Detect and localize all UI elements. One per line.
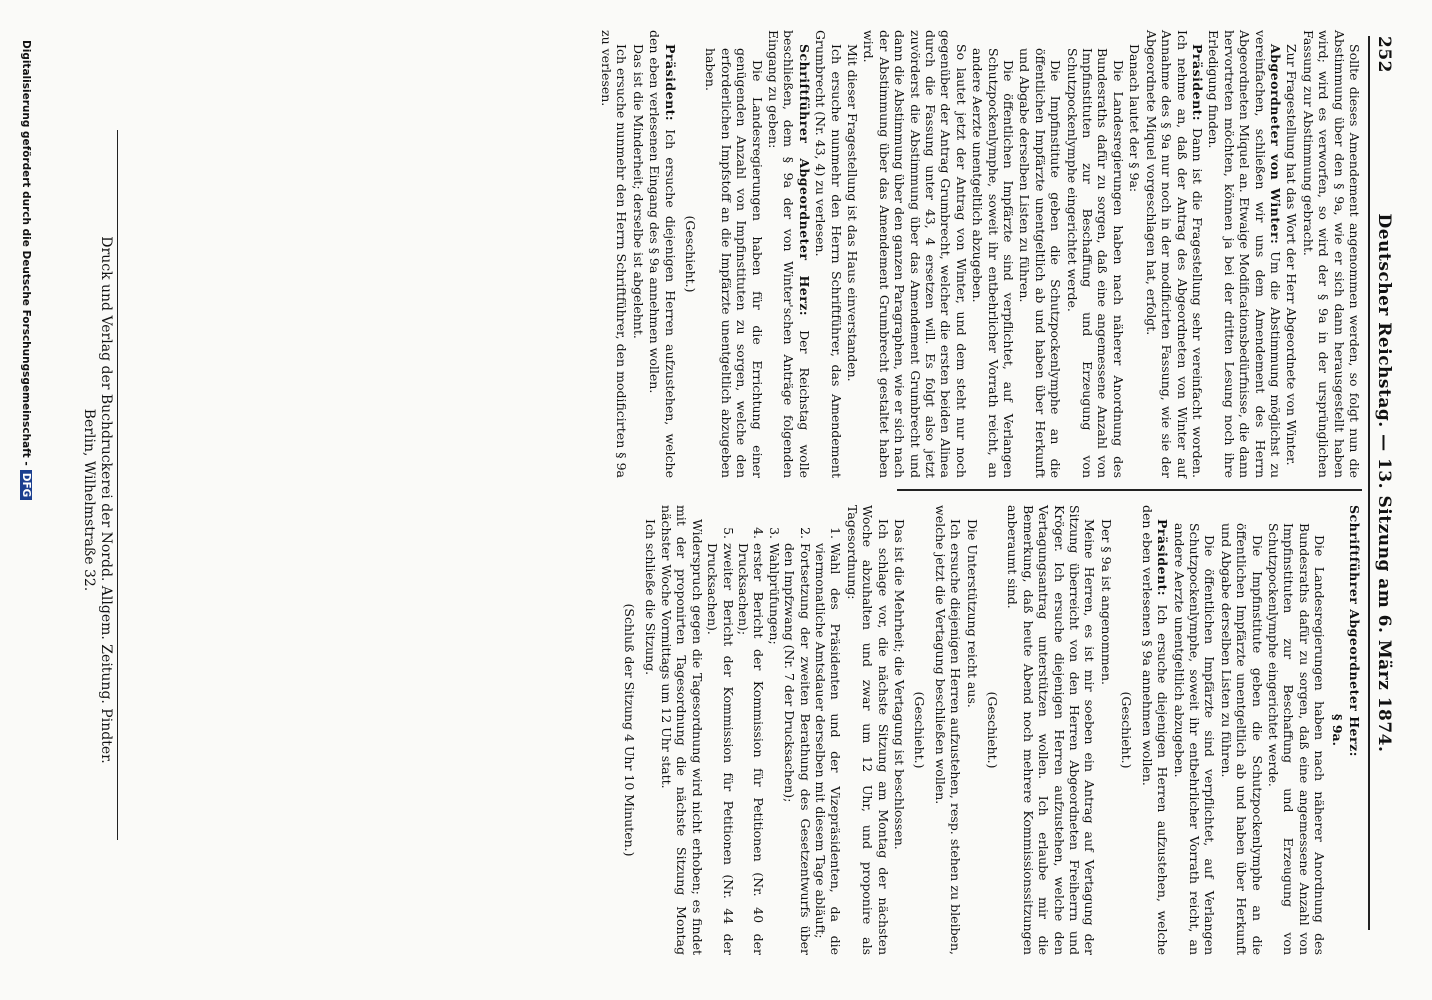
paragraph: Das ist die Minderheit; derselbe ist abgelehnt.: [630, 44, 646, 339]
quoted-paragraph: Die Landesregierungen haben für die Errichtung einer genügenden Anzahl von Impfinstituten zu sorgen, welche den erforderlichen Impfstoff an die Impfärzte unentgeltlich abzugeben haben.: [703, 48, 765, 478]
quoted-paragraph: Die öffentlichen Impfärzte sind verpflichtet, auf Verlangen Schutzpockenlymphe, soweit ihr entbehrlicher Vorrath reicht, an andere Aerzte unentgeltlich abzugeben.: [1171, 523, 1218, 955]
dfg-logo: DFG: [20, 470, 32, 501]
quoted-paragraph: Die Impfinstitute geben die Schutzpockenlymphe an die öffentlichen Impfärzte unentgeltlich ab und haben über Herkunft und Abgabe derselben Listen zu führen.: [1218, 523, 1265, 955]
section-heading: § 9a.: [1329, 713, 1345, 747]
speech: [1139, 505, 1170, 955]
paragraph: Ich ersuche diejenigen Herren aufzustehen, resp. stehen zu bleiben, welche jetzt die Vertagung beschließen wollen.: [932, 505, 964, 955]
speech: [1206, 30, 1283, 478]
paragraph: Ich schließe die Sitzung.: [642, 519, 658, 676]
list-item: 3. Wahlprüfungen;: [766, 543, 781, 955]
stage-direction: (Geschieht.): [985, 691, 1001, 769]
column-divider: [897, 489, 1362, 491]
imprint-line: Berlin, Wilhelmstraße 32.: [81, 408, 97, 592]
list-item: 4. erster Bericht der Kommission für Petitionen (Nr. 40 der Drucksachen);: [736, 543, 767, 955]
speaker: Abgeordneter von Winter:: [1267, 44, 1283, 245]
speech-text: Ich ersuche diejenigen Herren aufzustehen, welche den eben verlesenen § 9a annehmen wollen.: [1139, 505, 1171, 955]
paragraph: Sollte dieses Amendement angenommen werden, so folgt nun die Abstimmung über den § 9a, wie er sich dann herausgestellt haben wird; wird es verworfen, so wird der § 9a in der ursprünglichen Fassung zur Abstimmung gebracht.: [1300, 30, 1362, 478]
right-column: [617, 505, 1362, 955]
speech-text: Der Reichstag wolle beschließen, dem § 9a der von Winter'schen Anträge folgenden Eingang zu geben:: [765, 30, 812, 478]
speaker: Schriftführer Abgeordneter Herz:: [796, 44, 812, 317]
speech: [1143, 30, 1205, 478]
paragraph: Zur Fragestellung hat das Wort der Herr Abgeordnete von Winter.: [1284, 44, 1300, 466]
paragraph: So lautet jetzt der Antrag von Winter, und dem steht nur noch gegenüber der Antrag Grumbrecht, welcher die ersten beiden Alinea durch die Fassung unter 43, 4 ersetzen will. Es folgt also jetzt zuvörderst die Abstimmung über das Amendement Grumbrecht und dann die Abstimmung über den ganzen Paragraphen, wie er sich nach der Abstimmung über das Amendement Grumbrecht gestaltet haben wird.: [861, 30, 969, 478]
speech: [1347, 505, 1362, 955]
paragraph: Ich schlage vor, die nächste Sitzung am Montag der nächsten Woche abzuhalten und zwar um 12 Uhr, und proponire als Tagesordnung:: [844, 505, 891, 955]
imprint-line: Druck und Verlag der Buchdruckerei der Nordd. Allgem. Zeitung. Pindter.: [98, 236, 114, 764]
quoted-paragraph: Die Landesregierungen haben nach näherer Anordnung des Bundesraths dafür zu sorgen, daß eine angemessene Anzahl von Impfinstituten zur Beschaffung und Erzeugung von Schutzpockenlymphe eingerichtet werde.: [1265, 523, 1328, 955]
page-header: [1368, 36, 1396, 930]
quoted-paragraph: Die Impfinstitute geben die Schutzpockenlymphe an die öffentlichen Impfärzte unentgeltlich ab und haben über Herkunft und Abgabe derselben Listen zu führen.: [1017, 48, 1064, 478]
page-title: Deutscher Reichstag. — 13. Sitzung am 6. März 1874.: [1374, 213, 1394, 753]
paragraph: Der § 9a ist angenommen.: [1098, 519, 1114, 685]
paragraph: Ich ersuche nunmehr den Herrn Schriftführer, den modificirten § 9a zu verlesen.: [598, 30, 630, 478]
list-item: 2. Fortsetzung der zweiten Berathung des Gesetzentwurfs über den Impfzwang (Nr. 7 der Drucksachen);: [782, 543, 813, 955]
digitization-credit: [20, 40, 32, 500]
imprint-rule: [117, 130, 118, 840]
paragraph: Danach lautet der § 9a:: [1127, 44, 1143, 193]
quoted-paragraph: Die öffentlichen Impfärzte sind verpflichtet, auf Verlangen Schutzpockenlymphe, soweit ihr entbehrlicher Vorrath reicht, an andere Aerzte unentgeltlich abzugeben.: [970, 48, 1017, 478]
imprint: [80, 20, 114, 980]
speech-text: Dann ist die Fragestellung sehr vereinfacht worden. Ich nehme an, daß der Antrag des Abgeordneten von Winter auf Annahme des § 9a nur noch in der modificirten Fassung, wie sie der Abgeordnete Miquel vorgeschlagen hat, erfolgt.: [1143, 30, 1205, 478]
stage-direction: (Geschieht.): [682, 215, 698, 293]
speaker: Präsident:: [662, 44, 678, 122]
speech: [647, 30, 678, 478]
quoted-paragraph: Die Landesregierungen haben nach näherer Anordnung des Bundesraths dafür zu sorgen, daß eine angemessene Anzahl von Impfinstituten zur Beschaffung und Erzeugung von Schutzpockenlymphe eingerichtet werde.: [1064, 48, 1126, 478]
paragraph: Mit dieser Fragestellung ist das Haus einverstanden.: [845, 44, 860, 382]
paragraph: Widerspruch gegen die Tagesordnung wird nicht erhoben; es findet mit der proponirten Tagesordnung die nächste Sitzung Montag nächster Woche Vormittags um 12 Uhr statt.: [658, 505, 705, 955]
list-item: 5. zweiter Bericht der Kommission für Petitionen (Nr. 44 der Drucksachen).: [705, 543, 736, 955]
speech-text: Ich ersuche diejenigen Herren aufzustehen, welche den eben verlesenen Eingang des § 9a annehmen wollen.: [647, 30, 678, 478]
speaker: Schriftführer Abgeordneter Herz:: [1347, 505, 1362, 757]
stage-direction: (Geschieht.): [1119, 691, 1135, 769]
list-item: 1. Wahl des Präsidenten und der Vizepräsidenten, da die viermonatliche Amtsdauer derselben mit diesem Tage abläuft;: [813, 543, 844, 955]
page-number: 252: [1374, 36, 1394, 73]
paragraph: Meine Herren, es ist mir soeben ein Antrag auf Vertagung der Sitzung überreicht von den Herren Abgeordneten Freiherrn und Kröger. Ich ersuche diejenigen Herren aufzustehen, welche den Vertagungsantrag unterstützen wollen. Ich erlaube mir die Bemerkung, daß heute Abend noch mehrere Kommissionssitzungen anberaumt sind.: [1005, 505, 1098, 955]
closing-note: (Schluß der Sitzung 4 Uhr 10 Minuten.): [622, 603, 638, 857]
left-column: [598, 30, 1363, 478]
speech: [766, 30, 812, 478]
stage-direction: (Geschieht.): [912, 691, 928, 769]
paragraph: Ich ersuche nunmehr den Herrn Schriftführer, das Amendement Grumbrecht (Nr. 43, 4) zu verlesen.: [813, 30, 844, 478]
agenda-list: [705, 505, 844, 955]
paragraph: Das ist die Mehrheit; die Vertagung ist beschlossen.: [892, 519, 908, 850]
speaker: Präsident:: [1155, 519, 1171, 597]
paragraph: Die Unterstützung reicht aus.: [964, 519, 980, 708]
speaker: Präsident:: [1189, 44, 1205, 122]
speech-text: Um die Abstimmung möglichst zu vereinfachen, schließen wir uns dem Amendement des Herrn Abgeordneten Miquel an. Etwaige Modificationsbedürfnisse, die dann hervortreten möchten, können ja bei der dritten Lesung noch ihre Erledigung finden.: [1206, 30, 1283, 478]
credit-text: Digitalisierung gefördert durch die Deutsche Forschungsgemeinschaft -: [20, 40, 32, 466]
